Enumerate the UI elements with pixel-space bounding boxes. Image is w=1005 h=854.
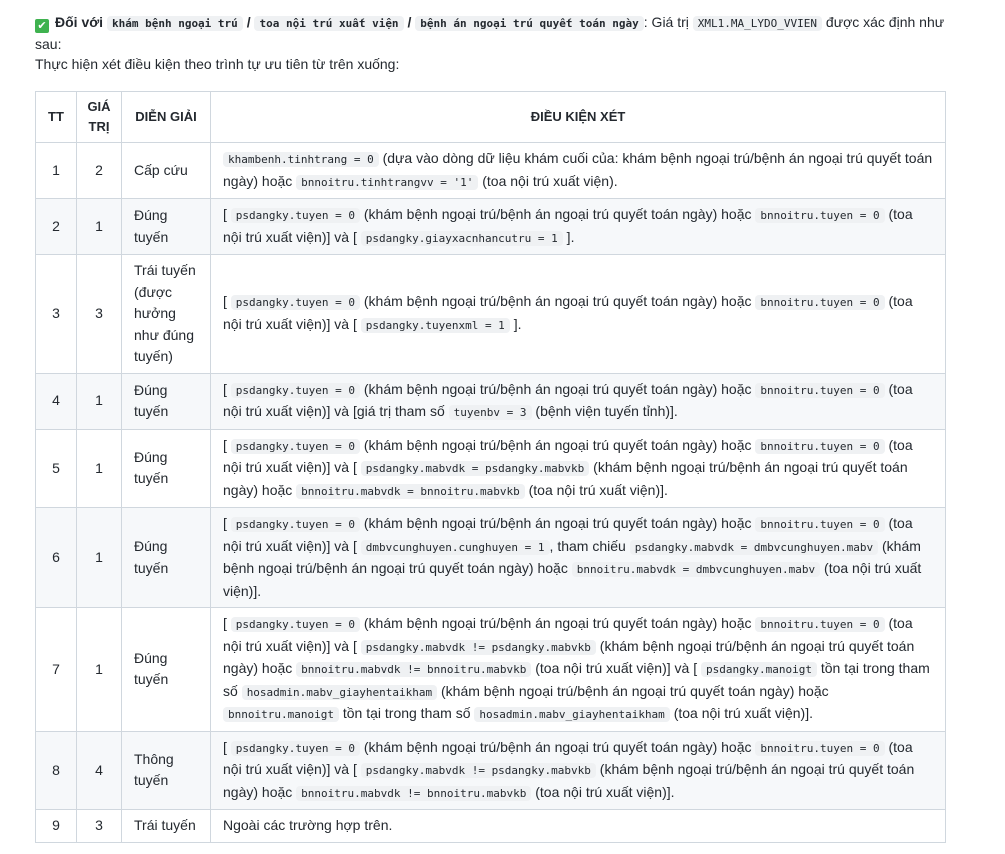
table-row — [36, 508, 946, 608]
cell-dien-giai: Đúng tuyến — [122, 429, 211, 508]
text-segment: (dựa vào dòng dữ liệu khám cuối của: khám bệnh ngoại trú/bệnh án ngoại trú quyết toán ngày) hoặc — [223, 150, 933, 189]
text-segment: , tham chiếu — [549, 537, 630, 554]
text-segment: (khám bệnh ngoại trú/bệnh án ngoại trú quyết toán ngày) hoặc — [360, 515, 756, 531]
inline-code: bnnoitru.tuyen = 0 — [755, 741, 884, 756]
text-segment: [ — [223, 738, 231, 755]
inline-code: hosadmin.mabv_giayhentaikham — [242, 685, 437, 700]
text-segment: (khám bệnh ngoại trú/bệnh án ngoại trú quyết toán ngày) hoặc — [360, 293, 756, 310]
intro — [35, 12, 950, 74]
inline-code: psdangky.manoigt — [701, 662, 817, 677]
inline-code: toa nội trú xuất viện — [254, 16, 403, 31]
text-segment: (toa nội trú xuất viện). — [478, 172, 618, 189]
text-segment: (khám bệnh ngoại trú/bệnh án ngoại trú quyết toán ngày) hoặc — [437, 682, 829, 699]
cell-gia-tri: 1 — [77, 429, 122, 508]
text-segment: [ — [223, 380, 231, 397]
cell-tt: 9 — [36, 810, 77, 843]
inline-code: hosadmin.mabv_giayhentaikham — [474, 707, 669, 722]
inline-code: bnnoitru.mabvdk != bnnoitru.mabvkb — [296, 786, 531, 801]
text-segment: [ — [223, 293, 231, 310]
cell-dieu-kien-xet — [211, 143, 946, 199]
cell-dien-giai: Đúng tuyến — [122, 373, 211, 429]
header-tt: TT — [36, 92, 77, 143]
cell-dien-giai: Trái tuyến — [122, 810, 211, 843]
inline-code: bnnoitru.tuyen = 0 — [755, 208, 884, 223]
text-segment: [ — [223, 436, 231, 453]
table-row — [36, 255, 946, 374]
text-segment: (khám bệnh ngoại trú/bệnh án ngoại trú quyết toán ngày) hoặc — [223, 761, 915, 800]
inline-code: psdangky.giayxacnhancutru = 1 — [361, 231, 563, 246]
text-segment: (toa nội trú xuất viện)] và [ — [223, 515, 913, 554]
cell-dieu-kien-xet — [211, 199, 946, 255]
cell-dien-giai: Trái tuyến (được hưởng như đúng tuyến) — [122, 255, 211, 374]
text-segment: : Giá trị — [643, 14, 693, 30]
cell-dieu-kien-xet — [211, 508, 946, 608]
cell-dien-giai: Thông tuyến — [122, 731, 211, 810]
text-segment: (khám bệnh ngoại trú/bệnh án ngoại trú quyết toán ngày) hoặc — [223, 637, 915, 676]
cell-dien-giai: Đúng tuyến — [122, 608, 211, 732]
inline-code: bnnoitru.mabvdk = dmbvcunghuyen.mabv — [572, 562, 820, 577]
text-segment: (toa nội trú xuất viện)]. — [524, 481, 668, 498]
cell-gia-tri: 4 — [77, 731, 122, 810]
conditions-table — [35, 91, 946, 843]
text-segment: [ — [223, 206, 231, 222]
inline-code: bnnoitru.manoigt — [223, 707, 339, 722]
cell-gia-tri: 1 — [77, 508, 122, 608]
inline-code: psdangky.mabvdk != psdangky.mabvkb — [361, 640, 596, 655]
header-dien-giai: DIỄN GIẢI — [122, 92, 211, 143]
cell-gia-tri: 2 — [77, 143, 122, 199]
cell-tt: 1 — [36, 143, 77, 199]
table-row — [36, 143, 946, 199]
text-segment: tồn tại trong tham số — [338, 705, 475, 721]
header-gia-tri: GIÁ TRỊ — [77, 92, 122, 143]
inline-code: dmbvcunghuyen.cunghuyen = 1 — [361, 540, 550, 555]
inline-code: bnnoitru.mabvdk = bnnoitru.mabvkb — [296, 484, 525, 499]
intro-line-2: Thực hiện xét điều kiện theo trình tự ưu tiên từ trên xuống: — [35, 56, 400, 72]
text-segment: (khám bệnh ngoại trú/bệnh án ngoại trú quyết toán ngày) hoặc — [360, 206, 756, 222]
inline-code: bệnh án ngoại trú quyết toán ngày — [415, 16, 644, 31]
intro-text — [35, 14, 944, 52]
inline-code: khambenh.tinhtrang = 0 — [223, 152, 379, 167]
inline-code: XML1.MA_LYDO_VVIEN — [693, 16, 822, 31]
cell-gia-tri: 1 — [77, 373, 122, 429]
text-segment: ]. — [562, 228, 575, 245]
text-segment: (toa nội trú xuất viện)]. — [531, 783, 675, 800]
cell-gia-tri: 3 — [77, 810, 122, 843]
text-segment: Ngoài các trường hợp trên. — [223, 817, 393, 833]
table-row — [36, 429, 946, 508]
check-mark-icon: ✔ — [35, 19, 49, 33]
text-segment: / — [242, 14, 255, 30]
intro-line-1 — [35, 12, 950, 54]
cell-dieu-kien-xet — [211, 373, 946, 429]
inline-code: bnnoitru.tuyen = 0 — [755, 439, 884, 454]
header-dieu-kien-xet: ĐIỀU KIỆN XÉT — [211, 92, 946, 143]
inline-code: psdangky.tuyen = 0 — [231, 208, 360, 223]
cell-tt: 2 — [36, 199, 77, 255]
text-segment: (toa nội trú xuất viện)]. — [669, 705, 813, 721]
inline-code: bnnoitru.tuyen = 0 — [755, 295, 884, 310]
cell-dien-giai: Đúng tuyến — [122, 508, 211, 608]
inline-code: bnnoitru.tuyen = 0 — [755, 517, 884, 532]
text-segment: [ — [223, 515, 231, 531]
text-segment: (toa nội trú xuất viện)]. — [223, 560, 922, 599]
text-segment: (khám bệnh ngoại trú/bệnh án ngoại trú quyết toán ngày) hoặc — [360, 380, 756, 397]
table-row — [36, 810, 946, 843]
inline-code: bnnoitru.tinhtrangvv = '1' — [296, 175, 478, 190]
inline-code: psdangky.tuyen = 0 — [231, 741, 360, 756]
cell-gia-tri: 3 — [77, 255, 122, 374]
cell-dieu-kien-xet — [211, 810, 946, 843]
inline-code: tuyenbv = 3 — [449, 405, 532, 420]
inline-code: bnnoitru.tuyen = 0 — [755, 383, 884, 398]
text-segment: (toa nội trú xuất viện)] và [ — [223, 615, 913, 654]
inline-code: bnnoitru.tuyen = 0 — [755, 617, 884, 632]
cell-dieu-kien-xet — [211, 731, 946, 810]
cell-tt: 3 — [36, 255, 77, 374]
text-segment: ]. — [509, 315, 522, 332]
text-segment: (toa nội trú xuất viện)] và [ — [223, 293, 913, 332]
text-segment: (khám bệnh ngoại trú/bệnh án ngoại trú quyết toán ngày) hoặc — [360, 615, 756, 631]
text-segment: [ — [223, 615, 231, 631]
cell-gia-tri: 1 — [77, 608, 122, 732]
cell-dieu-kien-xet — [211, 255, 946, 374]
text-segment: (toa nội trú xuất viện)] và [ — [223, 738, 913, 777]
text-segment: (khám bệnh ngoại trú/bệnh án ngoại trú quyết toán ngày) hoặc — [223, 459, 908, 498]
inline-code: psdangky.tuyen = 0 — [231, 295, 360, 310]
inline-code: khám bệnh ngoại trú — [107, 16, 243, 31]
inline-code: psdangky.tuyenxml = 1 — [361, 318, 510, 333]
inline-code: psdangky.tuyen = 0 — [231, 383, 360, 398]
inline-code: psdangky.tuyen = 0 — [231, 617, 360, 632]
cell-tt: 4 — [36, 373, 77, 429]
text-segment: (toa nội trú xuất viện)] và [ — [531, 660, 701, 676]
cell-tt: 8 — [36, 731, 77, 810]
cell-dieu-kien-xet — [211, 608, 946, 732]
text-segment: (toa nội trú xuất viện)] và [giá trị tham số — [223, 380, 913, 419]
table-row — [36, 731, 946, 810]
text-segment: (khám bệnh ngoại trú/bệnh án ngoại trú quyết toán ngày) hoặc — [360, 738, 756, 755]
cell-gia-tri: 1 — [77, 199, 122, 255]
table-row — [36, 373, 946, 429]
inline-code: psdangky.mabvdk != psdangky.mabvkb — [361, 763, 596, 778]
text-segment: / — [403, 14, 416, 30]
table-row — [36, 608, 946, 732]
text-segment: tồn tại trong tham số — [223, 660, 930, 699]
text-segment: (khám bệnh ngoại trú/bệnh án ngoại trú quyết toán ngày) hoặc — [360, 436, 756, 453]
cell-dieu-kien-xet — [211, 429, 946, 508]
table-header-row — [36, 92, 946, 143]
text-segment: Đối với — [55, 14, 107, 30]
text-segment: (toa nội trú xuất viện)] và [ — [223, 436, 913, 475]
text-segment: (bệnh viện tuyến tỉnh)]. — [531, 403, 678, 419]
cell-tt: 7 — [36, 608, 77, 732]
inline-code: psdangky.tuyen = 0 — [231, 517, 360, 532]
cell-dien-giai: Đúng tuyến — [122, 199, 211, 255]
table-row — [36, 199, 946, 255]
cell-dien-giai: Cấp cứu — [122, 143, 211, 199]
cell-tt: 6 — [36, 508, 77, 608]
inline-code: psdangky.mabvdk = psdangky.mabvkb — [361, 461, 590, 476]
text-segment: được xác định như sau: — [35, 14, 945, 52]
inline-code: psdangky.mabvdk = dmbvcunghuyen.mabv — [630, 540, 878, 555]
cell-tt: 5 — [36, 429, 77, 508]
text-segment: (khám bệnh ngoại trú/bệnh án ngoại trú quyết toán ngày) hoặc — [223, 537, 921, 576]
inline-code: psdangky.tuyen = 0 — [231, 439, 360, 454]
inline-code: bnnoitru.mabvdk != bnnoitru.mabvkb — [296, 662, 531, 677]
text-segment: (toa nội trú xuất viện)] và [ — [223, 206, 913, 245]
